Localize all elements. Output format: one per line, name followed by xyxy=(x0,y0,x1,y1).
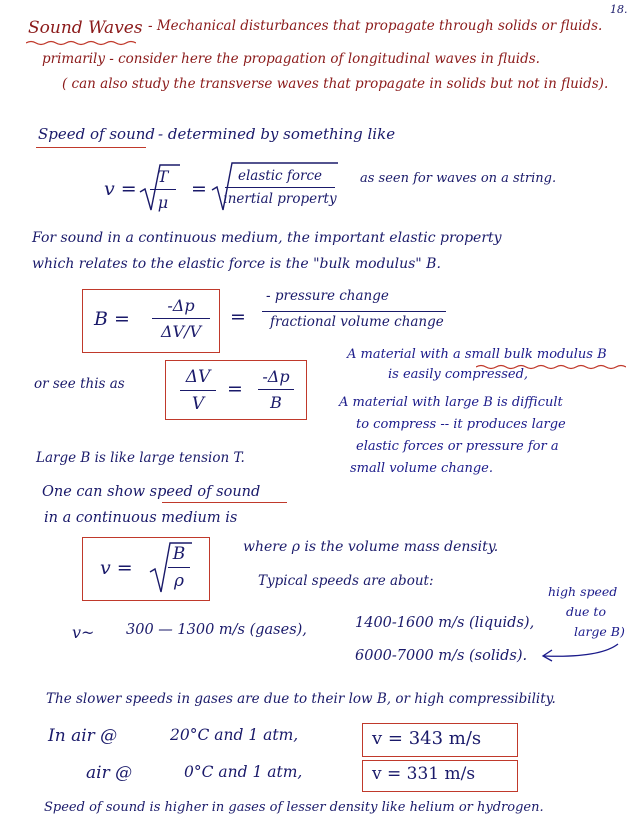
speed-heading-underline xyxy=(36,147,146,148)
air1-label: In air @ xyxy=(48,726,118,746)
air2-conditions: 0°C and 1 atm, xyxy=(184,763,303,781)
bulk-line-2: which relates to the elastic force is the "bulk modulus" B. xyxy=(32,256,441,272)
page-number: 18. xyxy=(610,3,628,16)
last-line: Speed of sound is higher in gases of lesser density like helium or hydrogen. xyxy=(44,800,544,815)
speeds-gases: 300 — 1300 m/s (gases), xyxy=(126,622,307,638)
title-definition: - Mechanical disturbances that propagate through solids or fluids. xyxy=(148,18,603,34)
fraction-bar-elastic xyxy=(225,187,335,188)
speed-eq-bar xyxy=(168,567,190,568)
mu-symbol: μ xyxy=(157,193,169,212)
title-underline xyxy=(26,40,136,46)
side-note-2: due to xyxy=(566,604,606,619)
bulk-line-1: For sound in a continuous medium, the important elastic property xyxy=(32,230,502,246)
large-b-note-4: small volume change. xyxy=(350,461,493,476)
density-note: where ρ is the volume mass density. xyxy=(243,539,499,555)
intro-line-1: primarily - consider here the propagation of longitudinal waves in fluids. xyxy=(42,51,540,67)
arrow-icon xyxy=(540,640,620,664)
see-as-den: V xyxy=(191,394,205,414)
speed-heading: Speed of sound xyxy=(38,125,156,143)
speed-eq-den: ρ xyxy=(174,571,184,591)
side-note-1: high speed xyxy=(548,584,618,599)
see-as-rden: B xyxy=(270,393,282,412)
small-b-note-1: A material with a small bulk modulus B xyxy=(347,347,607,362)
see-as-bar-2 xyxy=(258,389,294,390)
tension-symbol: T xyxy=(157,167,169,186)
bulk-equals: = xyxy=(230,306,246,328)
see-as-equals: = xyxy=(227,378,243,400)
speeds-solids: 6000-7000 m/s (solids). xyxy=(355,648,528,664)
see-as-num: ΔV xyxy=(185,367,211,387)
see-as-rnum: -Δp xyxy=(262,367,290,386)
show-speed-line-2: in a continuous medium is xyxy=(44,510,238,526)
see-as-bar-1 xyxy=(180,390,216,391)
large-b-note-3: elastic forces or pressure for a xyxy=(356,439,559,454)
speeds-liquids: 1400-1600 m/s (liquids), xyxy=(355,615,535,631)
elastic-force-text: elastic force xyxy=(237,168,322,184)
speed-heading-rest: - determined by something like xyxy=(158,125,396,143)
typical-speeds: Typical speeds are about: xyxy=(258,573,434,589)
title-heading: Sound Waves xyxy=(28,18,143,38)
pressure-change-text: - pressure change xyxy=(266,288,389,304)
large-b-tension: Large B is like large tension T. xyxy=(36,450,245,466)
bulk-numerator: -Δp xyxy=(167,296,195,315)
equals-1: = xyxy=(191,178,207,200)
air1-value: v = 343 m/s xyxy=(372,728,482,749)
speed-eq-num: B xyxy=(172,544,186,564)
side-note-3: large B) xyxy=(574,624,625,639)
large-b-note-2: to compress -- it produces large xyxy=(356,417,566,432)
speed-v-label: v = xyxy=(104,178,137,200)
slower-speeds: The slower speeds in gases are due to their low B, or high compressibility. xyxy=(46,691,556,707)
inertial-property-text: inertial property xyxy=(223,191,337,207)
pressure-fraction-bar xyxy=(262,311,446,312)
speed-eq-lhs: v = xyxy=(100,557,133,579)
small-b-note-2: is easily compressed, xyxy=(388,367,529,382)
fractional-volume-change-text: fractional volume change xyxy=(270,314,444,330)
bulk-fraction-bar xyxy=(152,318,210,319)
bulk-lhs: B = xyxy=(94,308,130,330)
speed-of-sound-underline xyxy=(162,502,287,503)
speeds-prefix: v~ xyxy=(72,623,95,642)
air2-label: air @ xyxy=(86,763,133,783)
air2-value: v = 331 m/s xyxy=(372,764,476,784)
large-b-note-1: A material with large B is difficult xyxy=(339,395,563,410)
air1-conditions: 20°C and 1 atm, xyxy=(170,726,299,744)
show-speed-line-1: One can show speed of sound xyxy=(42,484,261,500)
intro-line-2: ( can also study the transverse waves that propagate in solids but not in fluids). xyxy=(62,76,609,92)
string-note: as seen for waves on a string. xyxy=(360,171,557,186)
see-as-label: or see this as xyxy=(34,376,125,392)
fraction-bar-t-mu xyxy=(150,189,176,190)
bulk-denominator: ΔV/V xyxy=(160,322,202,341)
